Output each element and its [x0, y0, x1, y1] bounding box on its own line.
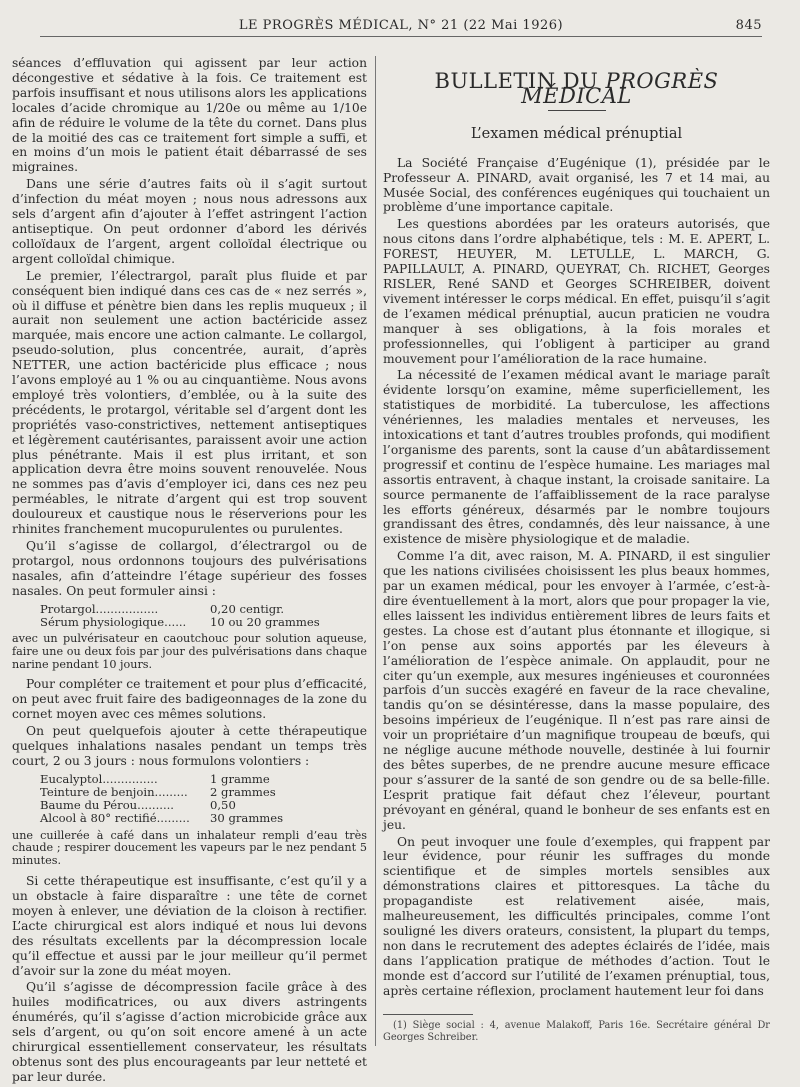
ingredient: Teinture de benjoin......... — [40, 785, 188, 800]
column-divider — [375, 56, 376, 1046]
paragraph: séances d’effluvation qui agissent par leur action décongestive et sédative à la fois. Ce traitement est parfois insuffisant et nous utilisons alors les applications locales d’acide chromique au 1/20e ou même au 1/10e afin de réduire le volume de la tête du cornet. Dans plus de la moitié des cas ce traitement fort simple a suffi, et en moins d’un mois le patient était débarrassé de ses migraines. — [12, 56, 367, 175]
quantity: 2 grammes — [210, 785, 276, 800]
page-number: 845 — [735, 18, 762, 33]
ingredient: Baume du Pérou.......... — [40, 798, 174, 813]
ingredient: Protargol................. — [40, 601, 159, 616]
paragraph: Les questions abordées par les orateurs autorisés, que nous citons dans l’ordre alphabétique, tels : M. E. APERT, L. FOREST, HEUYER, M. LETULLE, L. MARCH, G. PAPILLAULT, A. PINARD, QUEYRAT, Ch. RICHET, Georges RISLER, René SAND et Georges SCHREIBER, doivent vivement intéresser le corps médical. En effet, puisqu’il s’agit de l’examen médical prénuptial, aucun praticien ne voudra manquer à ses obligations, à la fois morales et professionnelles, qui l’obligent à participer au grand mouvement pour l’amélioration de la race humaine. — [383, 217, 770, 366]
right-column — [383, 60, 770, 1045]
prescription-inhalation — [40, 773, 367, 826]
footnote-rule — [383, 1014, 473, 1015]
prescription-protargol — [40, 603, 367, 629]
heading-rule — [548, 110, 606, 111]
bulletin-heading-prefix: BULLETIN DU — [434, 69, 606, 93]
paragraph: Si cette thérapeutique est insuffisante, c’est qu’il y a un obstacle à faire disparaître : une tête de cornet moyen à enlever, une déviation de la cloison à rectifier. L’acte chirurgical est alors indiqué et nous lui devons des résultats excellents par la décompression locale qu’il effectue et aussi par le jour meilleur qu’il permet d’avoir sur la zone du méat moyen. — [12, 874, 367, 978]
paragraph: Qu’il s’agisse de collargol, d’électrargol ou de protargol, nous ordonnons toujours des pulvérisations nasales, afin d’atteindre l’étage supérieur des fosses nasales. On peut formuler ainsi : — [12, 539, 367, 598]
paragraph: On peut invoquer une foule d’exemples, qui frappent par leur évidence, pour réunir les suffrages du monde scientifique et de simples mortels sensibles aux démonstrations claires et pittoresques. La tâche du propagandiste est relativement aisée, mais, malheureusement, les difficultés principales, comme l’ont souligné les divers orateurs, consistent, la plupart du temps, non dans le recrutement des adeptes éclairés de l’idée, mais dans l’application pratique de méthodes d’action. Tout le monde est d’accord sur l’utilité de l’examen prénuptial, tous, après certaine réflexion, proclament hautement leur foi dans — [383, 834, 770, 998]
quantity: 0,50 — [210, 798, 236, 813]
quantity: 10 ou 20 grammes — [210, 614, 320, 629]
bulletin-heading — [383, 69, 770, 108]
left-column — [12, 56, 367, 1087]
ingredient: Eucalyptol............... — [40, 771, 158, 786]
paragraph: On peut quelquefois ajouter à cette thérapeutique quelques inhalations nasales pendant un temps très court, 2 ou 3 jours : nous formulons volontiers : — [12, 724, 367, 768]
ingredient: Alcool à 80° rectifié......... — [40, 811, 190, 826]
paragraph: La Société Française d’Eugénique (1), présidée par le Professeur A. PINARD, avait organisé, les 7 et 14 mai, au Musée Social, des conférences eugéniques qui touchaient un problème d’une importance capitale. — [383, 155, 770, 215]
prescription-note: avec un pulvérisateur en caoutchouc pour solution aqueuse, faire une ou deux fois par jour des pulvérisations dans chaque narine pendant 10 jours. — [12, 632, 367, 671]
article-title: L’examen médical prénuptial — [470, 125, 683, 142]
ingredient: Sérum physiologique...... — [40, 614, 187, 629]
paragraph: Dans une série d’autres faits où il s’agit surtout d’infection du méat moyen ; nous nous adressons aux sels d’argent afin d’ajouter à l’effet astringent l’action antiseptique. On peut ordonner d’abord les dérivés colloïdaux de l’argent, argent colloïdal électrique ou argent colloïdal chimique. — [12, 177, 367, 266]
prescription-line — [40, 603, 367, 616]
prescription-note: une cuillerée à café dans un inhalateur rempli d’eau très chaude ; respirer doucement les vapeurs par le nez pendant 5 minutes. — [12, 828, 367, 868]
paragraph: Qu’il s’agisse de décompression facile grâce à des huiles modificatrices, ou aux divers astringents énumérés, qu’il s’agisse d’action microbicide grâce aux sels d’argent, ou qu’on soit encore amené à un acte chirurgical essentiellement conservateur, les résultats obtenus sont des plus encourageants par leur netteté et par leur durée. — [12, 980, 367, 1084]
paragraph: Comme l’a dit, avec raison, M. A. PINARD, il est singulier que les nations civilisées choisissent les plus beaux hommes, par un examen médical, pour les envoyer à l’armée, c’est-à-dire éventuellement à la mort, alors que pour propager la vie, elles laissent les individus entièrement libres de leurs faits et gestes. La chose est d’autant plus étonnante et illogique, si l’on pense aux soins apportés par les éleveurs à l’amélioration de l’espèce animale. On applaudit, pour ne citer qu’un exemple, aux mesures ingénieuses et couronnées parfois d’un succès exagéré en faveur de la race chevaline, tandis qu’on se désintéresse, dans la masse populaire, des besoins impérieux de l’eugénique. Il n’est pas rare ainsi de voir un propriétaire d’un magnifique troupeau de bœufs, qui ne néglige aucune méthode nouvelle, destinée à lui fournir des bêtes superbes, de ne prendre aucune mesure efficace pour s’assurer de la santé de son gendre ou de sa belle-fille. L’esprit pratique fait défaut chez l’éleveur, pourtant prévoyant en général, quand le bonheur de ses enfants est en jeu. — [383, 549, 770, 832]
running-header — [40, 18, 762, 37]
paragraph: Le premier, l’électrargol, paraît plus fluide et par conséquent bien indiqué dans ces cas de « nez serrés », où il diffuse et pénètre bien dans les replis muqueux ; il aurait non seulement une action bactéricide assez marquée, mais encore une action calmante. Le collargol, pseudo-solution, plus concentrée, aurait, d’après NETTER, une action bactéricide plus efficace ; nous l’avons employé au 1 % ou au cinquantième. Nous avons employé très volontiers, d’emblée, ou à la suite des précédents, le protargol, véritable sel d’argent dont les propriétés vaso-constrictives, nettement antiseptiques et légèrement cautérisantes, paraissent avoir une action plus pénétrante. Mais il est plus irritant, et son application devra être moins souvent renouvelée. Nous ne sommes pas d’avis d’employer ici, dans ces nez peu perméables, le nitrate d’argent qui est trop souvent douloureux et caustique nous le réserverions pour les rhinites franchement mucopurulentes ou purulentes. — [12, 268, 368, 537]
quantity: 0,20 centigr. — [210, 601, 285, 616]
bulletin-heading-journal: PROGRÈS MÉDICAL — [521, 69, 719, 108]
footnote: (1) Siège social : 4, avenue Malakoff, Paris 16e. Secrétaire général Dr Georges Schreiber. — [383, 1020, 770, 1043]
paragraph: Pour compléter ce traitement et pour plus d’efficacité, on peut avec fruit faire des badigeonnages de la zone du cornet moyen avec ces mêmes solutions. — [12, 677, 367, 722]
prescription-line — [40, 812, 367, 825]
prescription-line — [40, 616, 367, 629]
quantity: 30 grammes — [210, 811, 284, 826]
paragraph: La nécessité de l’examen médical avant le mariage paraît évidente lorsqu’on examine, même superficiellement, les statistiques de morbidité. La tuberculose, les affections vénériennes, les maladies mentales et nerveuses, les intoxications et tant d’autres troubles profonds, qui modifient l’organisme des parents, sont la cause d’un abâtardissement progressif et continu de l’espèce humaine. Les mariages mal assortis entravent, à chaque instant, la croisade sanitaire. La source permanente de l’affaiblissement de la race paralyse les efforts généreux, désarmés par le nombre toujours grandissant des êtres, condamnés, dès leur naissance, à une existence de misère physiologique et de maladie. — [383, 368, 770, 547]
quantity: 1 gramme — [210, 771, 270, 786]
running-title: LE PROGRÈS MÉDICAL, N° 21 (22 Mai 1926) — [238, 18, 564, 33]
